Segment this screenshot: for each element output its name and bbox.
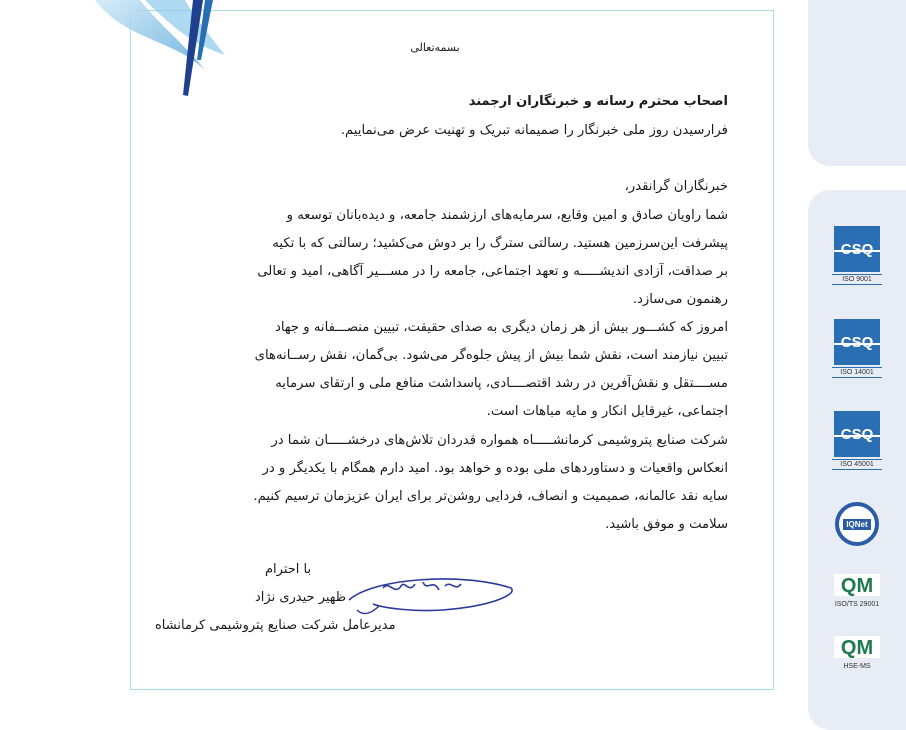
paragraph-1-line-4: رهنمون می‌سازد.	[632, 292, 728, 307]
signer-title: مدیرعامل شرکت صنایع پتروشیمی کرمانشاه	[155, 618, 396, 633]
paragraph-2-line-2: تبیین نیازمند است، نقش شما بیش از پیش جلوه‌گر می‌شود. بی‌گمان، نقش رســانه‌های	[254, 348, 728, 363]
letter-salutation: اصحاب محترم رسانه و خبرنگاران ارجمند	[468, 94, 728, 109]
qm-logo	[834, 574, 880, 596]
certificate-csq-45001	[832, 411, 882, 470]
paragraph-1-line-1: شما راویان صادق و امین وقایع، سرمایه‌های ارزشمند جامعه، و دیده‌بانان توسعه و	[286, 208, 728, 223]
paragraph-2-line-3: مســــتقل و نقش‌آفرین در رشد اقتصــــادی، پاسداشت منافع ملی و ارتقای سرمایه	[275, 376, 728, 391]
csq-logo: CSQ	[834, 226, 880, 272]
cert-label: HSE-MS	[843, 663, 871, 670]
certificate-qm-hse	[832, 636, 882, 670]
paragraph-3-line-1: شرکت صنایع پتروشیمی کرمانشـــــاه همواره قدردان تلاش‌های درخشـــــان شما در	[271, 433, 728, 448]
certificate-qm-29001	[832, 574, 882, 608]
company-logo-corner	[85, 0, 235, 110]
cert-label: ISO/TS 29001	[834, 601, 880, 608]
qm-logo	[834, 636, 880, 658]
cert-label: ISO 9001	[832, 274, 882, 285]
congratulation-line: فرارسیدن روز ملی خبرنگار را صمیمانه تبریک و تهنیت عرض می‌نماییم.	[340, 123, 728, 138]
paragraph-2-line-4: اجتماعی، غیرقابل انکار و مایه مباهات است.	[486, 404, 728, 419]
paragraph-1-line-3: بر صداقت، آزادی اندیشـــــه و تعهد اجتماعی، جامعه را در مســـیر آگاهی، امید و تعالی	[257, 264, 728, 279]
signer-name: ظهیر حیدری نژاد	[255, 590, 347, 605]
cert-label: ISO 14001	[832, 367, 882, 378]
address-line: خبرنگاران گرانقدر،	[624, 179, 728, 194]
handwritten-signature	[343, 570, 518, 622]
csq-logo: CSQ	[834, 319, 880, 365]
paragraph-1-line-2: پیشرفت این‌سرزمین هستید. رسالتی سترگ را بر دوش می‌کشید؛ رسالتی که با تکیه	[272, 236, 728, 251]
certificate-csq-14001	[832, 319, 882, 378]
paragraph-3-line-2: انعکاس واقعیات و دستاوردهای ملی بوده و خواهد بود. امید دارم همگام با یکدیگر و در	[262, 461, 728, 476]
iqnet-logo	[835, 502, 879, 546]
closing-phrase: با احترام	[265, 562, 312, 577]
certificate-csq-9001	[832, 226, 882, 285]
sidebar-panel-top	[808, 0, 906, 166]
certificate-iqnet	[832, 502, 882, 546]
qm-logo-text: QM	[840, 637, 874, 658]
cert-label: ISO 45001	[832, 459, 882, 470]
csq-logo: CSQ	[834, 411, 880, 457]
paragraph-2-line-1: امروز که کشـــور بیش از هر زمان دیگری به صدای حقیقت، تبیین منصـــفانه و جهاد	[274, 320, 728, 335]
basmala-header: بسمه‌تعالی	[410, 41, 460, 54]
paragraph-3-line-3: سایه نقد عالمانه، صمیمیت و انصاف، فردایی روشن‌تر برای ایران عزیزمان ترسیم کنیم.	[253, 489, 728, 504]
farewell-line: سلامت و موفق باشید.	[605, 517, 728, 532]
qm-logo-text: QM	[840, 575, 874, 596]
iqnet-label: IQNet	[843, 519, 870, 530]
